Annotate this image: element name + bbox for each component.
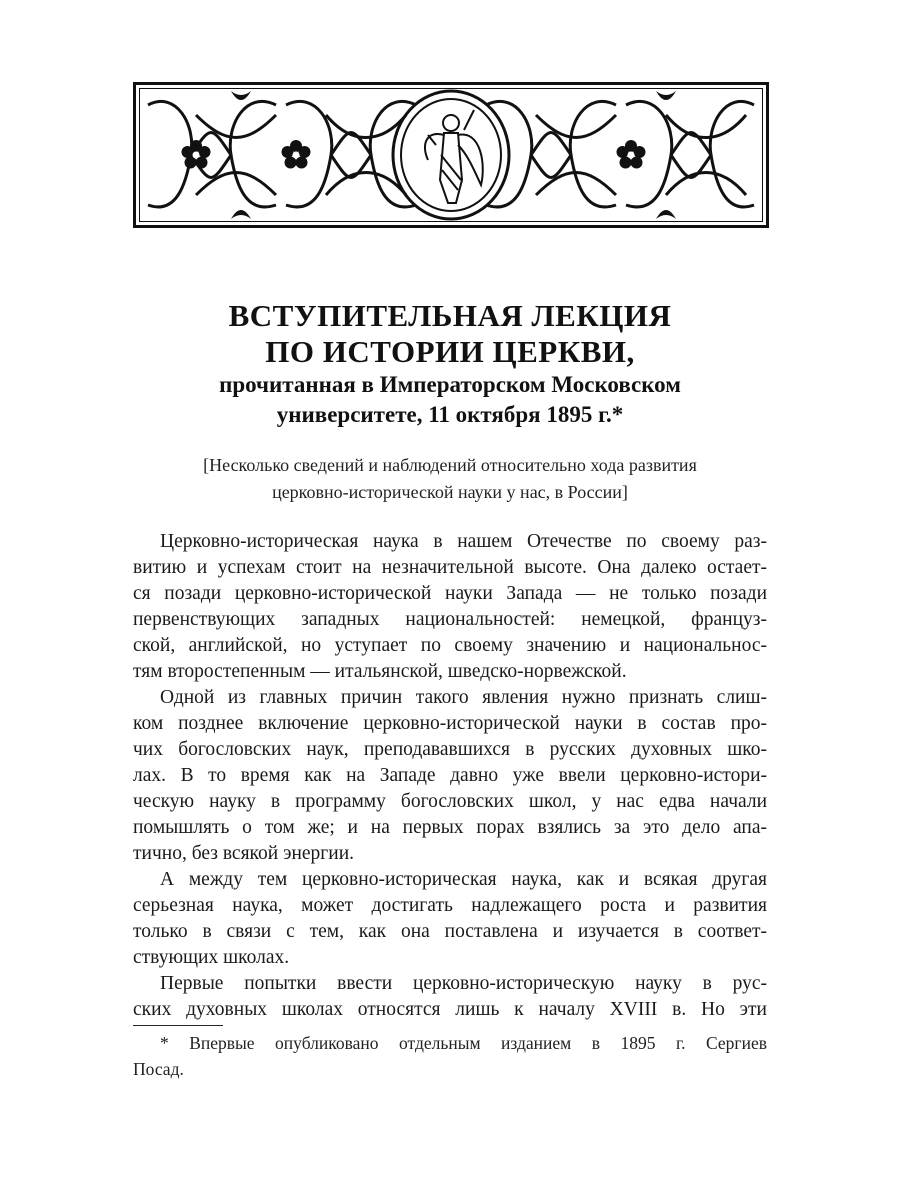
paragraph-1-line: тям второстепенным — итальянской, шведско-норвежской. bbox=[133, 661, 627, 682]
ornament-scrollwork-icon bbox=[136, 85, 766, 225]
decorative-headpiece bbox=[133, 82, 769, 228]
body-text bbox=[133, 529, 767, 1023]
paragraph-1-line: ся позади церковно-исторической науки Запада — не только позади bbox=[133, 583, 767, 604]
paragraph-4-line: ских духовных школах относятся лишь к началу XVIII в. Но эти bbox=[133, 999, 767, 1020]
title-line-3: прочитанная в Императорском Московском bbox=[219, 372, 681, 397]
paragraph-2-line: тично, без всякой энергии. bbox=[133, 843, 355, 864]
title-line-1: ВСТУПИТЕЛЬНАЯ ЛЕКЦИЯ bbox=[228, 298, 672, 333]
paragraph-2-line: лах. В то время как на Западе давно уже ввели церковно-истори- bbox=[133, 765, 767, 786]
paragraph-1-line: первенствующих западных национальностей: немецкой, француз- bbox=[133, 609, 767, 630]
paragraph-3-line: только в связи с тем, как она поставлена и изучается в соответ- bbox=[133, 921, 767, 942]
paragraph-3-line: серьезная наука, может достигать надлежащего роста и развития bbox=[133, 895, 767, 916]
paragraph-2-line: ческую науку в программу богословских школ, у нас едва начали bbox=[133, 791, 767, 812]
paragraph-1-line: ской, английской, но уступает по своему значению и национальнос- bbox=[133, 635, 767, 656]
footnote-line: * Впервые опубликовано отдельным изданием в 1895 г. Сергиев bbox=[160, 1033, 767, 1053]
angel-icon bbox=[425, 110, 483, 203]
footnote bbox=[133, 1031, 767, 1083]
paragraph-3-line: А между тем церковно-историческая наука, как и всякая другая bbox=[160, 869, 767, 890]
paragraph-2-line: Одной из главных причин такого явления нужно признать слиш- bbox=[160, 687, 767, 708]
paragraph-4-line: Первые попытки ввести церковно-историческую науку в рус- bbox=[160, 973, 767, 994]
footnote-divider bbox=[133, 1025, 223, 1026]
footnote-line: Посад. bbox=[133, 1059, 184, 1079]
paragraph-1-line: Церковно-историческая наука в нашем Отечестве по своему раз- bbox=[160, 531, 767, 552]
title-line-4: университете, 11 октября 1895 г.* bbox=[276, 402, 624, 427]
paragraph-2-line: помышлять о том же; и на первых порах взялись за это дело апа- bbox=[133, 817, 767, 838]
title-line-2: ПО ИСТОРИИ ЦЕРКВИ, bbox=[265, 334, 635, 369]
subtitle-line-2: церковно-исторической науки у нас, в России] bbox=[272, 482, 628, 502]
paragraph-3-line: ствующих школах. bbox=[133, 947, 290, 968]
paragraph-2-line: ком позднее включение церковно-исторической науки в состав про- bbox=[133, 713, 767, 734]
subtitle-line-1: [Несколько сведений и наблюдений относительно хода развития bbox=[203, 455, 697, 475]
paragraph-2-line: чих богословских наук, преподававшихся в русских духовных шко- bbox=[133, 739, 767, 760]
paragraph-1-line: витию и успехам стоит на незначительной высоте. Она далеко остает- bbox=[133, 557, 767, 578]
